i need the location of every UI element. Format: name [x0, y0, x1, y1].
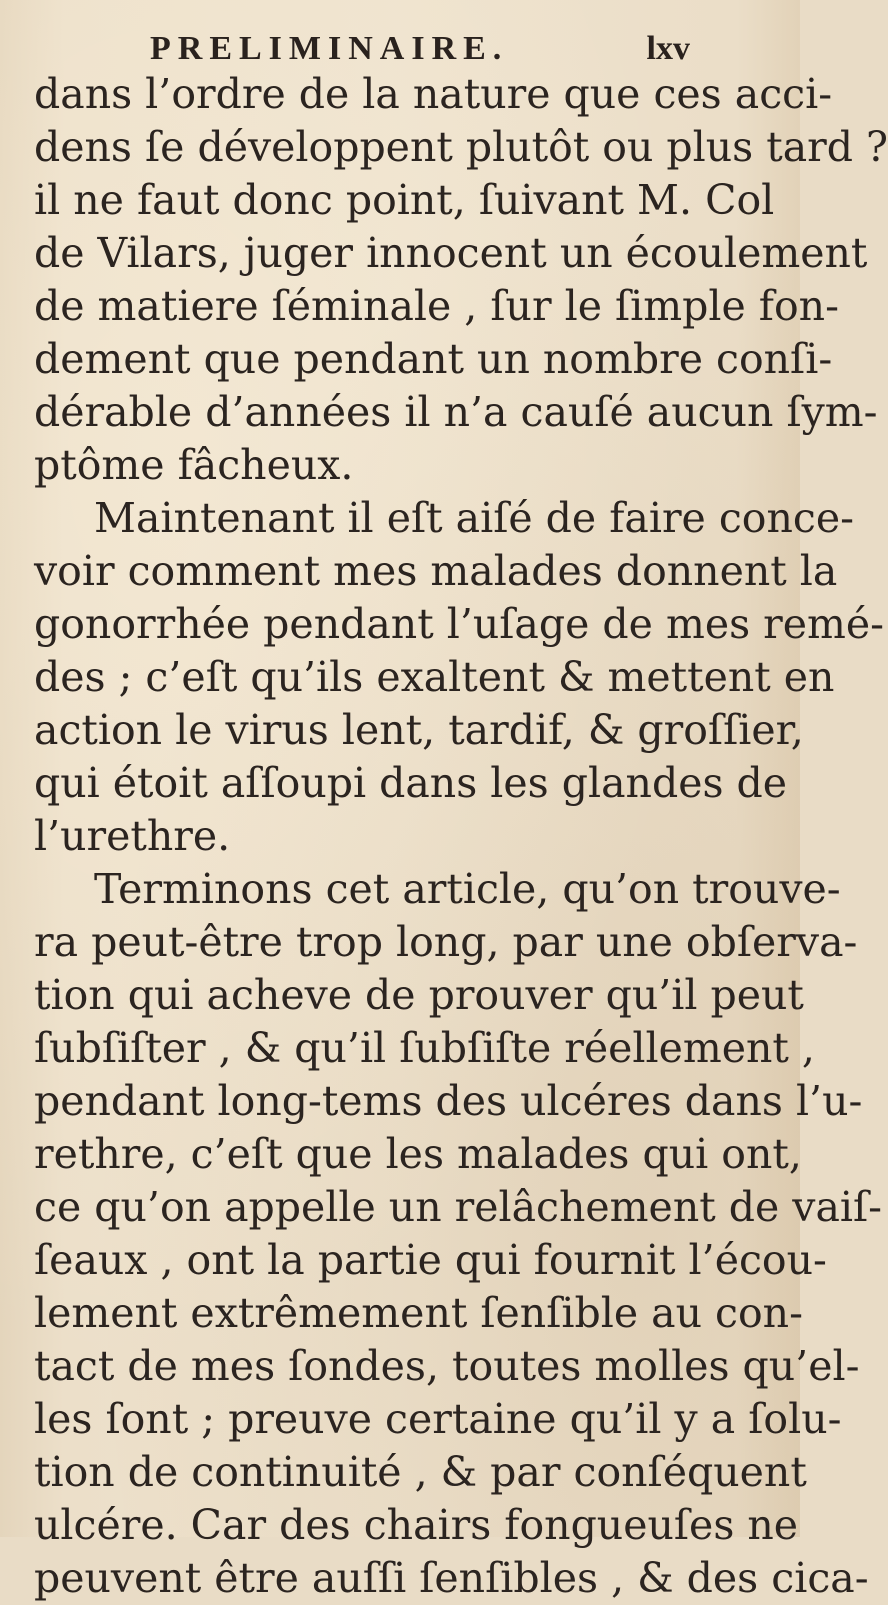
- text-line: tion qui acheve de prouver qu’il peut: [34, 971, 804, 1019]
- paragraph-start-line: Terminons cet article, qu’on trouve-: [94, 865, 841, 913]
- text-line: ſeaux , ont la partie qui fournit l’écou-: [34, 1236, 827, 1284]
- running-title: PRELIMINAIRE.: [150, 30, 509, 67]
- running-head: [150, 30, 690, 70]
- text-line: dérable d’années il n’a cauſé aucun ſym-: [34, 388, 878, 436]
- text-line: lement extrêmement ſenſible au con-: [34, 1289, 803, 1337]
- text-line: l’urethre.: [34, 812, 231, 860]
- text-line: action le virus lent, tardif, & groſſier,: [34, 706, 804, 754]
- text-line: les ſont ; preuve certaine qu’il y a ſolu-: [34, 1395, 842, 1443]
- text-line: tion de continuité , & par conſéquent: [34, 1448, 807, 1496]
- text-line: il ne faut donc point, ſuivant M. Col: [34, 176, 775, 224]
- text-line: de matiere ſéminale , ſur le ſimple fon-: [34, 282, 839, 330]
- text-line: de Vilars, juger innocent un écoulement: [34, 229, 868, 277]
- body-text: [34, 68, 888, 1605]
- text-line: rethre, c’eſt que les malades qui ont,: [34, 1130, 802, 1178]
- text-line: ce qu’on appelle un relâchement de vaiſ-: [34, 1183, 883, 1231]
- text-line: ra peut-être trop long, par une obſerva-: [34, 918, 858, 966]
- text-line: pendant long-tems des ulcéres dans l’u-: [34, 1077, 863, 1125]
- page-number: lxv: [646, 30, 690, 67]
- text-line: ptôme fâcheux.: [34, 441, 354, 489]
- paragraph-start-line: Maintenant il eſt aiſé de faire conce-: [94, 494, 854, 542]
- text-line: des ; c’eſt qu’ils exaltent & mettent en: [34, 653, 835, 701]
- text-line: dement que pendant un nombre conſi-: [34, 335, 833, 383]
- text-line: ſubſiſter , & qu’il ſubſiſte réellement ,: [34, 1024, 815, 1072]
- text-line: dans l’ordre de la nature que ces acci-: [34, 70, 833, 118]
- text-line: gonorrhée pendant l’uſage de mes remé-: [34, 600, 885, 648]
- text-line: tact de mes ſondes, toutes molles qu’el-: [34, 1342, 860, 1390]
- text-line: ulcére. Car des chairs fongueuſes ne: [34, 1501, 799, 1549]
- text-line: peuvent être auſſi ſenſibles , & des cica-: [34, 1554, 869, 1602]
- text-line: dens ſe développent plutôt ou plus tard ?: [34, 123, 888, 171]
- text-line: qui étoit aſſoupi dans les glandes de: [34, 759, 788, 807]
- text-line: voir comment mes malades donnent la: [34, 547, 838, 595]
